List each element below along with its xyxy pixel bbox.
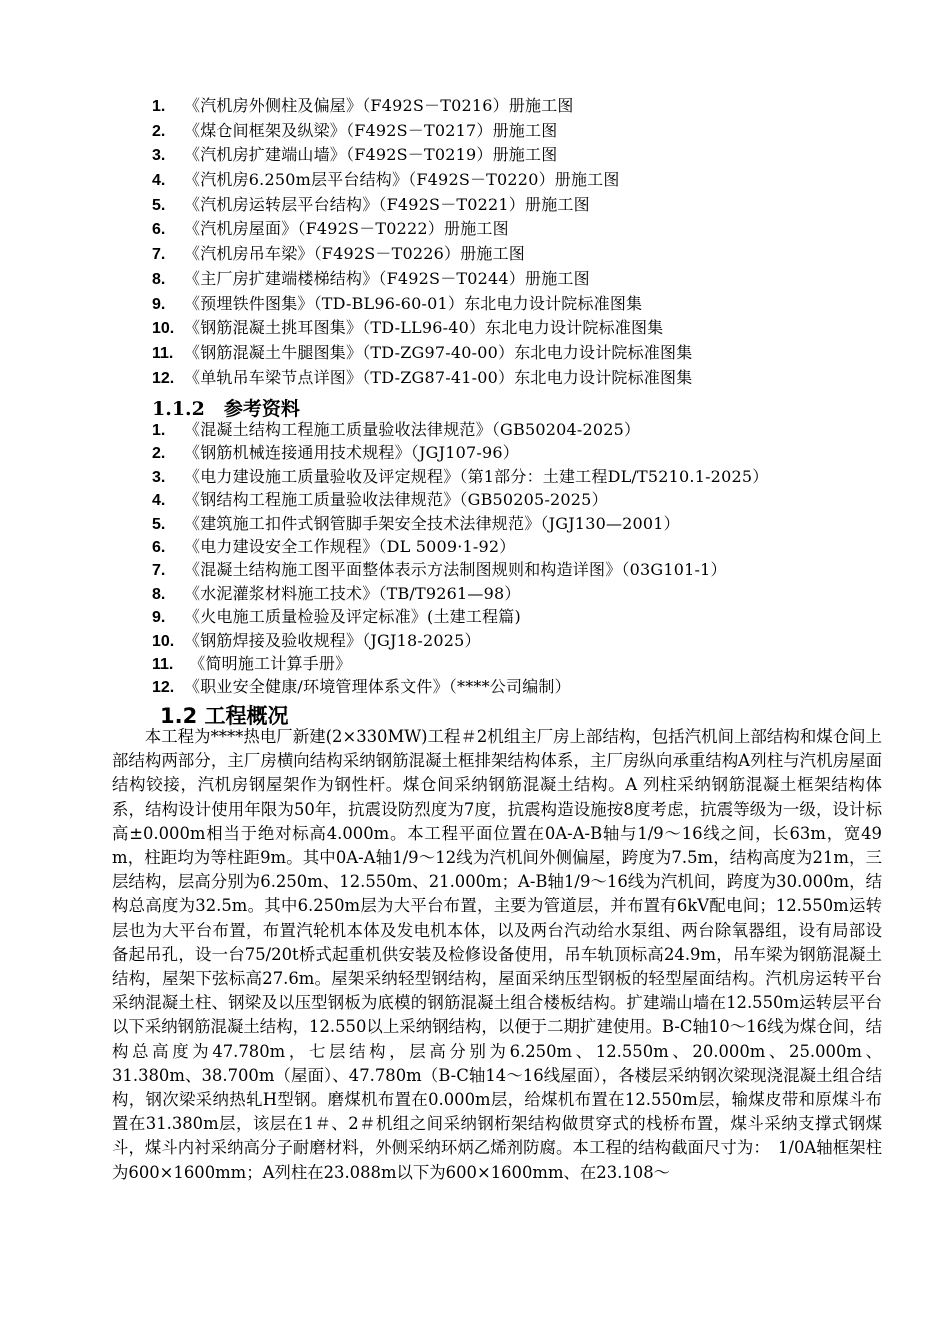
list-item: [152, 143, 692, 168]
list-number: 7.: [152, 246, 166, 264]
list-text: 《钢筋机械连接通用技术规程》（JGJ107-96）: [184, 443, 519, 463]
list-number: 4.: [152, 492, 166, 510]
list-item: [152, 465, 768, 488]
list-text: 《汽机房运转层平台结构》（F492S－T0221）册施工图: [184, 194, 590, 214]
list-text: 《汽机房外侧柱及偏屋》（F492S－T0216）册施工图: [184, 96, 574, 115]
list-item: [152, 605, 768, 628]
list-item: [152, 94, 692, 119]
list-number: 10.: [152, 632, 175, 650]
list-number: 11.: [152, 655, 174, 673]
list-text: 《简明施工计算手册》: [184, 653, 352, 673]
list-item: [152, 217, 692, 242]
list-item: [152, 242, 692, 267]
list-number: 8.: [152, 270, 166, 288]
list-text: 《钢筋焊接及验收规程》（JGJ18-2025）: [184, 630, 481, 650]
list-item: [152, 558, 768, 581]
list-text: 《电力建设安全工作规程》（DL 5009·1-92）: [184, 536, 516, 556]
list-item: [152, 316, 692, 341]
list-number: 1.: [152, 422, 166, 439]
list-number: 2.: [152, 445, 166, 463]
list-text: 《预埋铁件图集》（TD-BL96-60-01）东北电力设计院标准图集: [184, 293, 643, 313]
section-heading-reference: 1.1.2 参考资料: [152, 398, 300, 420]
list-number: 3.: [152, 147, 166, 165]
list-item: [152, 582, 768, 605]
list-number: 8.: [152, 585, 166, 603]
list-text: 《汽机房吊车梁》（F492S－T0226）册施工图: [184, 244, 525, 264]
list-text: 《汽机房扩建端山墙》（F492S－T0219）册施工图: [184, 145, 558, 165]
list-item: [152, 119, 692, 144]
list-text: 《煤仓间框架及纵梁》（F492S－T0217）册施工图: [184, 120, 558, 140]
list-number: 11.: [152, 344, 174, 362]
list-text: 《混凝土结构施工图平面整体表示方法制图规则和构造详图》（03G101-1）: [184, 560, 727, 580]
list-text: 《主厂房扩建端楼梯结构》（F492S－T0244）册施工图: [184, 268, 590, 288]
list-item: [152, 193, 692, 218]
list-number: 4.: [152, 172, 166, 190]
section-heading-overview: 1.2 工程概况: [160, 704, 289, 728]
list-text: 《钢筋混凝土牛腿图集》（TD-ZG97-40-00）东北电力设计院标准图集: [184, 342, 693, 362]
list-number: 9.: [152, 609, 166, 627]
list-number: 2.: [152, 122, 166, 140]
overview-paragraph: 本工程为****热电厂新建(2×330MW)工程＃2机组主厂房上部结构，包括汽机间上部结构和煤仓间上部结构两部分，主厂房横向结构采纳钢筋混凝土框排架结构体系，主厂房纵向承重结构A列柱与汽机房屋面结构铰接，汽机房钢屋架作为钢性杆。煤仓间采纳钢筋混凝土结构。A 列柱采纳钢筋混凝土框架结构体系，结构设计使用年限为50年，抗震设防烈度为7度，抗震构造设施按8度考虑，抗震等级为一级，设计标高±0.000m相当于绝对标高4.000m。本工程平面位置在0A-A-B轴与1/9～16线之间，长63m，宽49 m，柱距均为等柱距9m。其中0A-A轴1/9～12线为汽机间外侧偏屋，跨度为7.5m，结构高度为21m，三层结构，层高分别为6.250m、12.550m、21.000m；A-B轴1/9～16线为汽机间，跨度为30.000m，结构总高度为32.5m。其中6.250m层为大平台布置，主要为管道层，并布置有6kV配电间；12.550m运转层也为大平台布置，布置汽轮机本体及发电机本体，以及两台汽动给水泵组、两台除氧器组，设有局部设备起吊孔，设一台75/20t桥式起重机供安装及检修设备使用，吊车轨顶标高24.9m，吊车梁为钢筋混凝土结构，屋架下弦标高27.6m。屋架采纳轻型钢结构，屋面采纳压型钢板的轻型屋面结构。汽机房运转平台采纳混凝土柱、钢梁及以压型钢板为底模的钢筋混凝土组合楼板结构。扩建端山墙在12.550m运转层平台以下采纳钢筋混凝土结构，12.550以上采纳钢结构，以便于二期扩建使用。B-C轴10～16线为煤仓间，结构总高度为47.780m，七层结构，层高分别为6.250m、12.550m、20.000m、25.000m、31.380m、38.700m（屋面）、47.780m（B-C轴14～16线屋面），各楼层采纳钢次梁现浇混凝土组合结构，钢次梁采纳热轧H型钢。磨煤机布置在0.000m层，给煤机布置在12.550m层，输煤皮带和原煤斗布置在31.380m层，该层在1＃、2＃机组之间采纳钢桁架结构做贯穿式的栈桥布置，煤斗采纳支撑式钢煤斗，煤斗内衬采纳高分子耐磨材料，外侧采纳环炳乙烯剂防腐。本工程的结构截面尺寸为： 1/0A轴框架柱为600×1600mm；A列柱在23.088m以下为600×1600mm、在23.108～: [112, 727, 882, 1182]
list-item: [152, 366, 692, 391]
list-item: [152, 341, 692, 366]
references-list: [152, 418, 768, 699]
list-item: [152, 652, 768, 675]
list-item: [152, 675, 768, 698]
list-number: 6.: [152, 221, 166, 239]
list-number: 1.: [152, 98, 166, 115]
list-item: [152, 168, 692, 193]
list-number: 6.: [152, 538, 166, 556]
list-text: 《混凝土结构工程施工质量验收法律规范》（GB50204-2025）: [184, 420, 641, 439]
list-item: [152, 267, 692, 292]
list-text: 《汽机房屋面》（F492S－T0222）册施工图: [184, 219, 509, 239]
list-text: 《钢筋混凝土挑耳图集》（TD-LL96-40）东北电力设计院标准图集: [184, 318, 664, 338]
list-item: [152, 418, 768, 441]
list-number: 5.: [152, 196, 166, 214]
list-text: 《水泥灌浆材料施工技术》（TB/T9261—98）: [184, 583, 521, 603]
list-item: [152, 292, 692, 317]
drawings-list: [152, 94, 692, 390]
list-text: 《火电施工质量检验及评定标准》(土建工程篇): [184, 607, 521, 627]
list-number: 5.: [152, 515, 166, 533]
list-item: [152, 535, 768, 558]
list-text: 《职业安全健康/环境管理体系文件》（****公司编制）: [184, 677, 571, 697]
list-item: [152, 629, 768, 652]
list-number: 3.: [152, 468, 166, 486]
list-text: 《建筑施工扣件式钢管脚手架安全技术法律规范》（JGJ130—2001）: [184, 513, 680, 533]
list-number: 9.: [152, 295, 166, 313]
list-number: 12.: [152, 369, 175, 387]
list-text: 《电力建设施工质量验收及评定规程》（第1部分：土建工程DL/T5210.1-2025）: [184, 466, 769, 486]
list-item: [152, 512, 768, 535]
list-number: 12.: [152, 679, 175, 697]
list-item: [152, 488, 768, 511]
list-number: 7.: [152, 562, 166, 580]
list-text: 《钢结构工程施工质量验收法律规范》（GB50205-2025）: [184, 490, 608, 510]
list-text: 《单轨吊车梁节点详图》（TD-ZG87-41-00）东北电力设计院标准图集: [184, 367, 693, 387]
list-number: 10.: [152, 320, 175, 338]
list-item: [152, 441, 768, 464]
list-text: 《汽机房6.250m层平台结构》（F492S－T0220）册施工图: [184, 170, 620, 190]
